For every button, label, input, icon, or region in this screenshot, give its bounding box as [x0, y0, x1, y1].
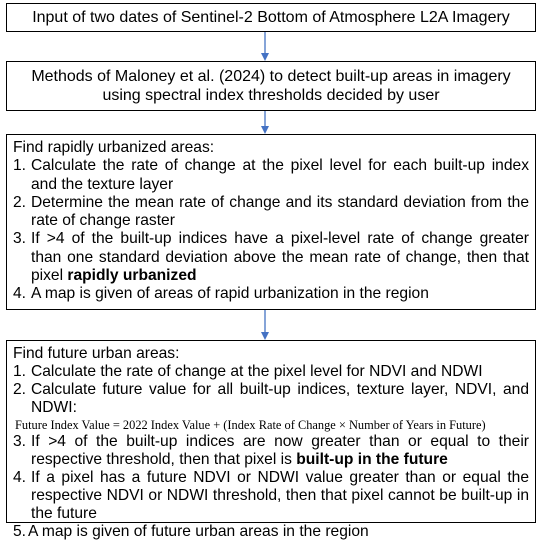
step-number: 3. — [13, 433, 27, 450]
future-step-4 — [13, 469, 529, 523]
rapid-urbanization-box — [6, 134, 536, 310]
future-heading: Find future urban areas: — [13, 345, 180, 362]
rapid-step-1 — [13, 157, 529, 194]
input-box-text: Input of two dates of Sentinel-2 Bottom of Atmosphere L2A Imagery — [32, 8, 510, 26]
input-box — [6, 3, 536, 32]
step-text-bold: built-up in the future — [296, 451, 448, 468]
step-number: 4. — [13, 469, 27, 486]
rapid-heading: Find rapidly urbanized areas: — [13, 139, 215, 156]
step-text: A map is given of future urban areas in the region — [28, 523, 369, 540]
step-number: 2. — [13, 193, 27, 211]
future-urban-box — [6, 340, 536, 540]
step-text — [31, 230, 529, 285]
step-text: A map is given of areas of rapid urbanization in the region — [31, 285, 429, 303]
rapid-step-2 — [13, 194, 529, 231]
step-text: Determine the mean rate of change and its standard deviation from the rate of change raster — [31, 193, 529, 230]
future-value-formula: Future Index Value = 2022 Index Value + (Index Rate of Change × Number of Years in Future) — [15, 418, 486, 432]
future-step-1 — [13, 363, 529, 381]
arrow-2 — [261, 111, 269, 134]
step-text — [31, 381, 529, 417]
future-step-2 — [13, 381, 529, 417]
step-number: 3. — [13, 230, 27, 248]
step-text-regular: Calculate future value for all built-up indices, texture layer, NDVI, and NDWI: — [31, 381, 529, 416]
step-number: 5. — [13, 523, 27, 540]
step-text: Calculate the rate of change at the pixel level for NDVI and NDWI — [31, 363, 483, 380]
step-text-regular: If >4 of the built-up indices are now greater than or equal to their respective threshold, then that pixel is — [31, 433, 529, 468]
rapid-step-3 — [13, 230, 529, 285]
step-number: 2. — [13, 381, 27, 398]
step-text-bold: rapidly urbanized — [67, 267, 197, 285]
step-text: Calculate the rate of change at the pixel level for each built-up index and the texture layer — [31, 157, 529, 193]
methods-box-text: Methods of Maloney et al. (2024) to detect built-up areas in imagery using spectral index thresholds decided by user — [31, 68, 511, 104]
step-number: 1. — [13, 363, 27, 380]
step-text — [31, 433, 529, 469]
step-text: If a pixel has a future NDVI or NDWI value greater than or equal the respective NDVI or NDWI threshold, then that pixel cannot be built-up in the future — [31, 469, 529, 522]
step-text-regular: If >4 of the built-up indices have a pixel-level rate of change greater than one standard deviation above the mean rate of change, then that pixel — [31, 230, 529, 285]
arrow-3 — [261, 310, 269, 340]
future-step-3 — [13, 433, 529, 469]
methods-box — [6, 61, 536, 111]
future-step-5 — [13, 523, 529, 541]
arrow-1 — [261, 32, 269, 61]
step-number: 1. — [13, 157, 27, 175]
step-number: 4. — [13, 285, 27, 303]
rapid-step-4 — [13, 285, 529, 303]
